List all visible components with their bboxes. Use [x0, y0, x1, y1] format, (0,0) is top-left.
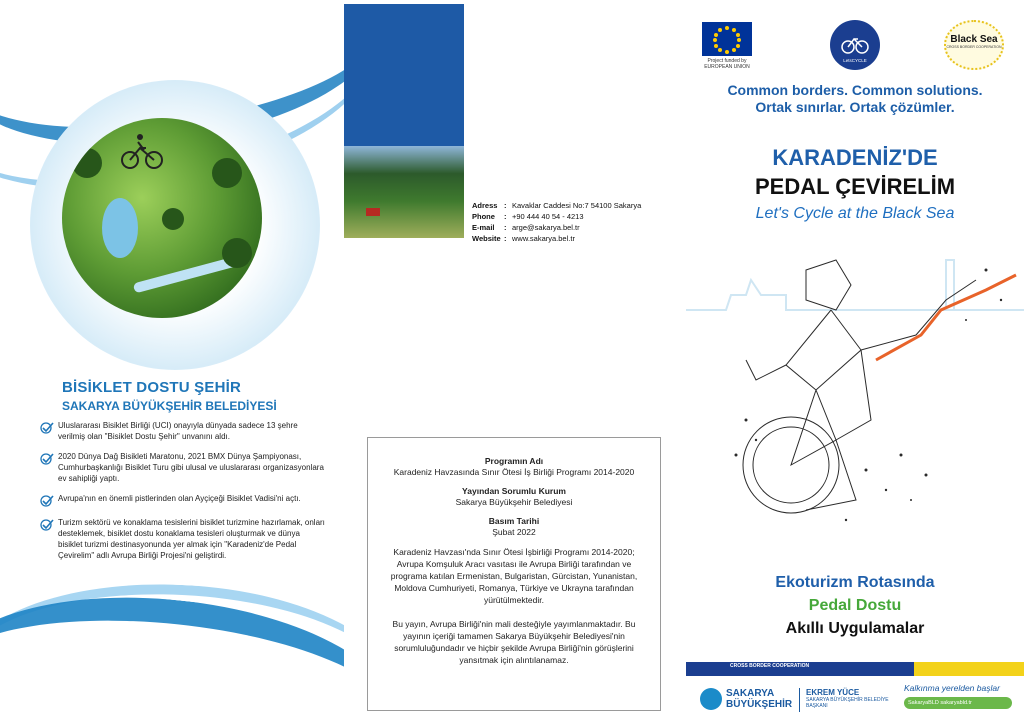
letscycle-caption: LetsCYCLE [843, 58, 867, 63]
bullet-text: Avrupa'nın en önemli pistlerinden olan Ayçiçeği Bisiklet Vadisi'ni açtı. [58, 494, 301, 503]
subtitle-line-3: Akıllı Uygulamalar [785, 620, 925, 637]
title-line-1: KARADENİZ'DE [772, 145, 938, 170]
check-circle-icon [40, 518, 58, 532]
separator: : [504, 223, 507, 232]
lake [102, 198, 138, 258]
bullet-text: Turizm sektörü ve konaklama tesislerini bisiklet turizmine hazırlamak, onları desteklemek, bisiklet dostu konaklama tesisleri oluşturmak ve dünya bisiklet turizmi destinasyonunda yer almak için "Karadeniz'de Pedal Çevirelim" adlı Avrupa Birliği Projesi'ni geliştirdi. [58, 518, 325, 560]
yellow-band [914, 662, 1024, 676]
subtitle-line-2: Pedal Dostu [808, 597, 902, 614]
date-value: Şubat 2022 [492, 527, 536, 537]
slogan-tr: Ortak sınırlar. Ortak çözümler. [755, 99, 955, 115]
sakarya-line-1: SAKARYA [726, 688, 775, 699]
program-value: Karadeniz Havzasında Sınır Ötesi İş Birliği Programı 2014-2020 [393, 467, 635, 477]
black-sea-main: Black Sea [950, 34, 998, 45]
social-media-handles[interactable]: SakaryaBLD sakaryabld.tr [904, 697, 1012, 709]
slogan-en: Common borders. Common solutions. [727, 82, 983, 98]
separator: : [504, 201, 507, 210]
eu-flag-icon [702, 22, 752, 56]
bullet-list [40, 420, 325, 570]
scattered-dots [735, 269, 1003, 522]
polygonal-cyclist-illustration [686, 240, 1024, 570]
email-link[interactable]: arge@sakarya.bel.tr [512, 223, 580, 232]
website-label: Website [472, 234, 501, 243]
check-circle-icon [40, 452, 58, 466]
bullet-text: 2020 Dünya Dağ Bisikleti Maratonu, 2021 BMX Dünya Şampiyonası, Cumhurbaşkanlığı Bisiklet Turu gibi ulusal ve uluslararası organizasyonlara ev sahipliği yaptı. [58, 452, 324, 483]
footer [686, 680, 1024, 726]
section-heading: BİSİKLET DOSTU ŞEHİR [62, 379, 242, 396]
mayor-name: EKREM YÜCE [806, 688, 860, 697]
tree [222, 238, 252, 268]
title-english: Let's Cycle at the Black Sea [755, 205, 955, 222]
sakarya-logo-icon [700, 688, 722, 710]
blue-sky [344, 4, 464, 146]
date-title: Basım Tarihi [488, 516, 540, 526]
program-title: Programın Adı [484, 456, 544, 466]
subtitle-line-1: Ekoturizm Rotasında [775, 574, 935, 591]
partner-logos [686, 20, 1024, 72]
program-description: Karadeniz Havzası'nda Sınır Ötesi İşbirliği Programı 2014-2020; Avrupa Komşuluk Aracı vasıtası ile Avrupa Birliği tarafından ve programa katılan Ermenistan, Bulgaristan, Gürcistan, Yunanistan, Moldova Cumhuriyeti, Romanya, Türkiye ve Ukrayna tarafından yürütülmektedir. [390, 547, 638, 605]
address-label: Adress [472, 201, 498, 210]
mayor-title: SAKARYA BÜYÜKŞEHİR BELEDİYE BAŞKANI [806, 697, 889, 709]
cross-border-text: CROSS BORDER COOPERATION [730, 663, 810, 669]
cross-border-bar [686, 662, 1024, 676]
bullet-text: Uluslararası Bisiklet Birliği (UCI) onayıyla dünyada sadece 13 şehre verilmiş olan "Bisiklet Dostu Şehir" unvanını aldı. [58, 421, 298, 441]
list-item [40, 451, 325, 484]
disclaimer: Bu yayın, Avrupa Birliği'nin mali desteğiyle yayımlanmaktadır. Bu yayının içeriği tamamen Sakarya Büyükşehir Belediyesi'nin sorumluluğundadır ve hiçbir şekilde Avrupa Birliği'nin görüşlerini yansıtmak için alıntılanamaz. [392, 619, 636, 665]
black-sea-logo [944, 20, 1004, 70]
email-label: E-mail [472, 223, 495, 232]
separator: : [504, 212, 507, 221]
forest-meadow [344, 146, 464, 238]
section-subheading: SAKARYA BÜYÜKŞEHİR BELEDİYESİ [62, 399, 277, 413]
website-row [472, 233, 641, 244]
middle-panel [344, 0, 686, 726]
divider [799, 688, 800, 712]
email-row [472, 222, 641, 233]
publisher-title: Yayından Sorumlu Kurum [462, 486, 566, 496]
address-row [472, 200, 641, 211]
list-item [40, 420, 325, 442]
black-sea-sub: CROSS BORDER COOPERATION [946, 45, 1002, 49]
sakarya-line-2: BÜYÜKŞEHİR [726, 699, 793, 710]
right-panel [686, 0, 1024, 726]
publication-info-box [367, 437, 661, 711]
website-link[interactable]: www.sakarya.bel.tr [512, 234, 575, 243]
sakarya-wordmark [726, 688, 792, 710]
title-line-2: PEDAL ÇEVİRELİM [754, 174, 956, 199]
publisher-value: Sakarya Büyükşehir Belediyesi [455, 497, 573, 507]
motto: Kalkınma yerelden başlar [904, 683, 1000, 693]
phone-row [472, 211, 641, 222]
tree [72, 148, 102, 178]
left-panel [0, 0, 344, 726]
red-hut [366, 208, 380, 216]
cyclist-icon [120, 128, 164, 172]
phone-label: Phone [472, 212, 495, 221]
list-item [40, 517, 325, 561]
phone-value: +90 444 40 54 - 4213 [512, 212, 584, 221]
tree [212, 158, 242, 188]
mayor-block [806, 689, 896, 709]
faded-skyline [686, 260, 1024, 310]
separator: : [504, 234, 507, 243]
list-item [40, 493, 325, 508]
cyclist-wireframe [743, 260, 976, 513]
eu-caption: Project funded by EUROPEAN UNION [704, 58, 750, 70]
check-circle-icon [40, 421, 58, 435]
check-circle-icon [40, 494, 58, 508]
tree [162, 208, 184, 230]
address-value: Kavaklar Caddesi No:7 54100 Sakarya [512, 201, 642, 210]
contact-address [472, 200, 641, 244]
forest-photo [344, 4, 464, 238]
